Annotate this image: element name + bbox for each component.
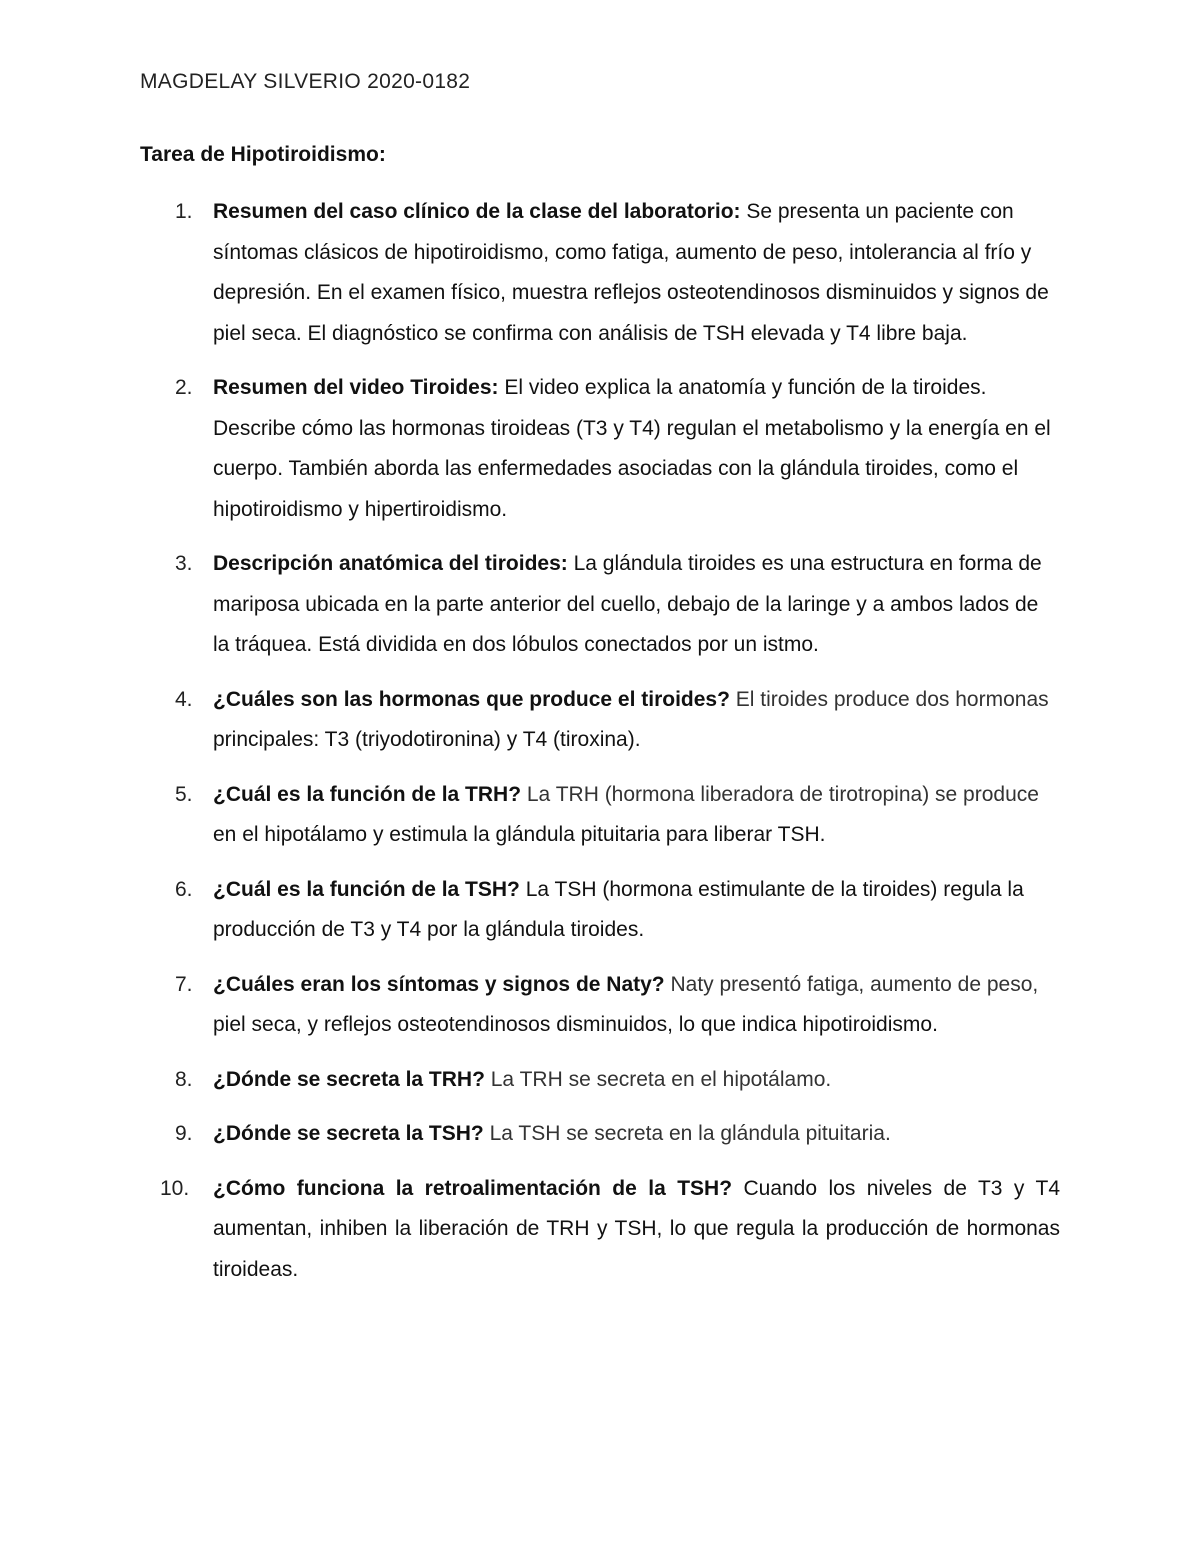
author-header: MAGDELAY SILVERIO 2020-0182 [140, 70, 471, 93]
list-item-1 [140, 192, 1060, 354]
item-number: 3. [175, 552, 193, 575]
item-label: ¿Cuál es la función de la TRH? [213, 782, 522, 806]
item-text: El video explica la anatomía y función de la tiroides. Describe cómo las hormonas tiroideas (T3 y T4) regulan el metabolismo y la energía en el cuerpo. También aborda las enfermedades asociadas con la glándula tiroides, como el hipotiroidismo y hipertiroidismo. [213, 376, 1051, 521]
list-item-10 [140, 1169, 1060, 1291]
item-number: 7. [175, 972, 193, 996]
item-text-light: Naty presentó fatiga, aumento de peso, [664, 972, 1039, 996]
item-number: 5. [175, 782, 193, 806]
item-text-light: La TRH (hormona liberadora de tirotropina) se produce [521, 782, 1039, 806]
item-number: 9. [175, 1122, 193, 1145]
list-item-8 [140, 1060, 1060, 1101]
list-item-4 [140, 680, 1060, 761]
list-item-2 [140, 368, 1060, 530]
page-title: Tarea de Hipotiroidismo: [140, 143, 386, 166]
item-label: Resumen del caso clínico de la clase del laboratorio: [213, 200, 741, 223]
item-text: principales: T3 (triyodotironina) y T4 (tiroxina). [213, 728, 641, 751]
question-list [140, 192, 1060, 1304]
item-number: 4. [175, 687, 193, 711]
list-item-7 [140, 965, 1060, 1046]
item-text-light: El tiroides produce dos hormonas [729, 687, 1049, 711]
item-number: 2. [175, 376, 193, 399]
list-item-3 [140, 544, 1060, 666]
item-label: ¿Dónde se secreta la TSH? [213, 1122, 484, 1145]
item-label: ¿Cuál es la función de la TSH? [213, 877, 520, 901]
item-text-light: La TSH se secreta en la glándula pituitaria. [483, 1122, 891, 1145]
item-number: 8. [175, 1067, 193, 1091]
item-label: ¿Cuáles son las hormonas que produce el tiroides? [213, 687, 730, 711]
item-label: Descripción anatómica del tiroides: [213, 552, 568, 575]
item-text: La TSH (hormona estimulante de la tiroides) regula la producción de T3 y T4 por la glándula tiroides. [213, 877, 1024, 941]
item-label: ¿Dónde se secreta la TRH? [213, 1067, 485, 1091]
item-label: ¿Cuáles eran los síntomas y signos de Naty? [213, 972, 665, 996]
item-number: 10. [160, 1176, 190, 1200]
item-number: 6. [175, 877, 193, 901]
item-number: 1. [175, 200, 193, 223]
item-text-light: La TRH se secreta en el hipotálamo. [484, 1067, 832, 1091]
item-text: en el hipotálamo y estimula la glándula pituitaria para liberar TSH. [213, 823, 826, 846]
item-label: ¿Cómo funciona la retroalimentación de la TSH? [213, 1176, 733, 1200]
list-item-5 [140, 775, 1060, 856]
item-text: La glándula tiroides es una estructura en forma de mariposa ubicada en la parte anterior del cuello, debajo de la laringe y a ambos lados de la tráquea. Está dividida en dos lóbulos conectados por un istmo. [213, 552, 1042, 656]
item-text: Se presenta un paciente con síntomas clásicos de hipotiroidismo, como fatiga, aumento de peso, intolerancia al frío y depresión. En el examen físico, muestra reflejos osteotendinosos disminuidos y signos de piel seca. El diagnóstico se confirma con análisis de TSH elevada y T4 libre baja. [213, 200, 1049, 345]
item-text: Cuando los niveles de T3 y T4 aumentan, inhiben la liberación de TRH y TSH, lo que regula la producción de hormonas tiroideas. [213, 1176, 1060, 1281]
item-label: Resumen del video Tiroides: [213, 376, 499, 399]
list-item-6 [140, 870, 1060, 951]
list-item-9 [140, 1114, 1060, 1155]
item-text: piel seca, y reflejos osteotendinosos disminuidos, lo que indica hipotiroidismo. [213, 1013, 938, 1036]
